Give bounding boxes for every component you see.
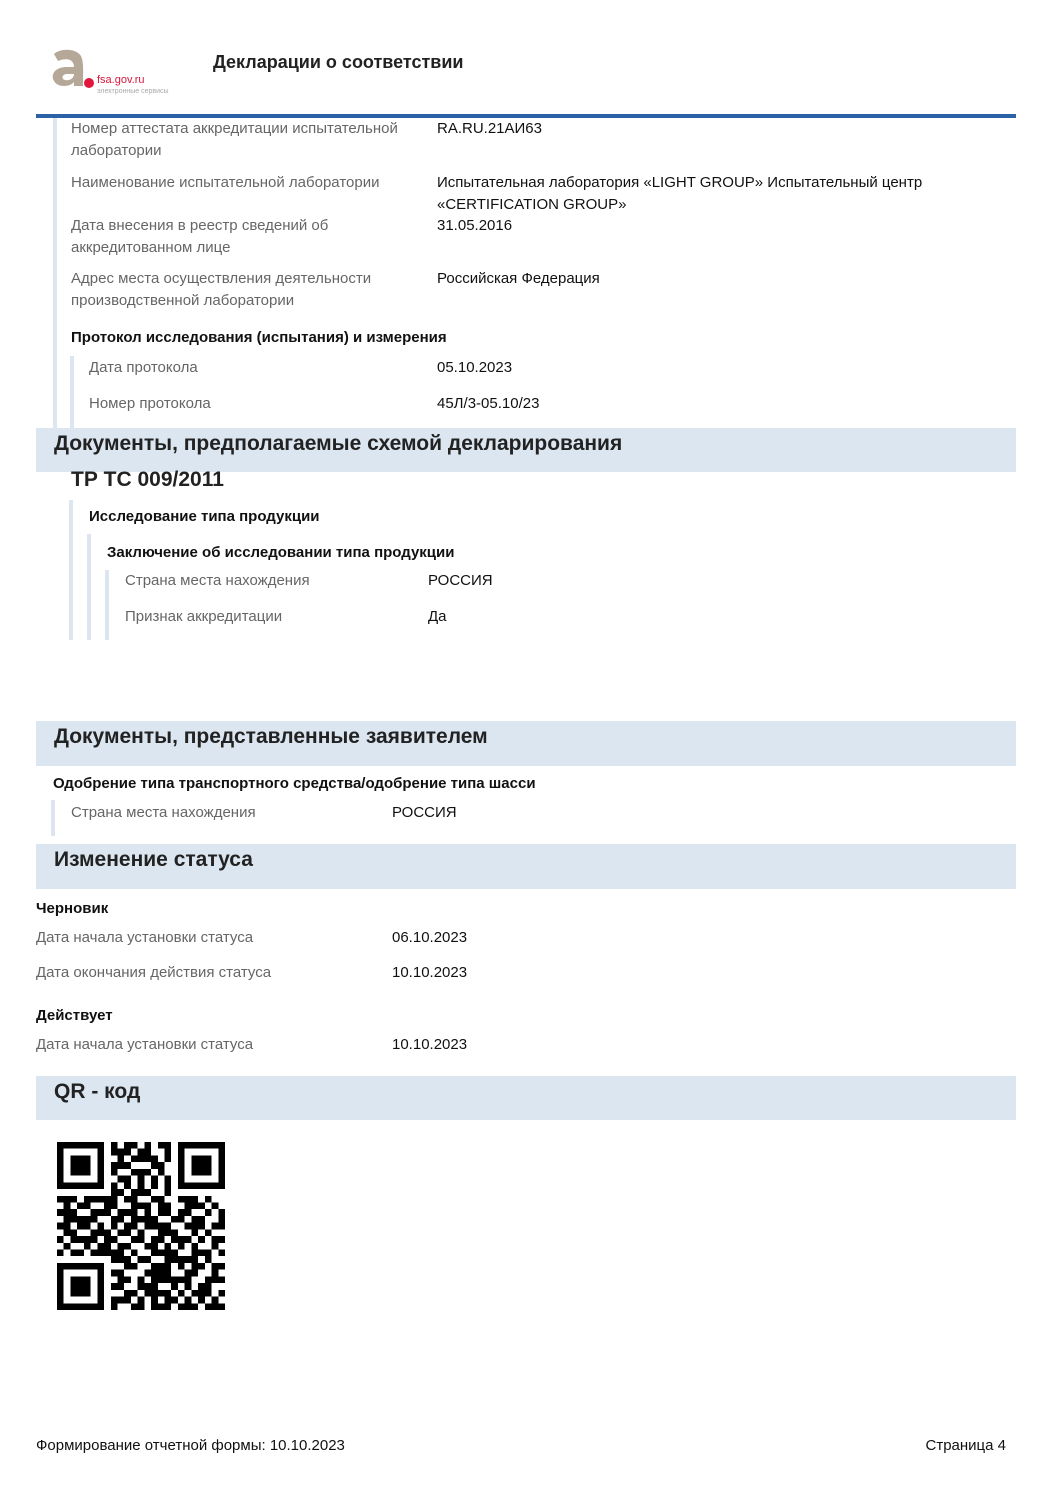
qr-code: [57, 1142, 225, 1310]
field-label: Признак аккредитации: [125, 608, 283, 625]
field-label: Страна места нахождения: [71, 804, 256, 821]
subheading: Исследование типа продукции: [89, 508, 320, 525]
section-title: QR - код: [54, 1080, 141, 1103]
field-label: Страна места нахождения: [125, 572, 310, 589]
applicant-border: [51, 800, 55, 836]
logo-domain: fsa.gov.ru: [97, 74, 145, 86]
field-value: Российская Федерация: [437, 270, 600, 287]
lab-info-border: [53, 118, 57, 428]
field-value: 45Л/3-05.10/23: [437, 395, 540, 412]
fsa-logo: [50, 48, 180, 96]
page-title: Декларации о соответствии: [213, 52, 464, 72]
field-value: Испытательная лаборатория «LIGHT GROUP» Испытательный центр «CERTIFICATION GROUP»: [437, 174, 923, 213]
regulation-title: ТР ТС 009/2011: [71, 468, 224, 491]
section-header-qr: [36, 1076, 1016, 1120]
field-value: 10.10.2023: [392, 964, 468, 981]
section-header-applicant-docs: [36, 721, 1016, 766]
section-header-scheme-docs: [36, 428, 1016, 472]
field-label: Дата внесения в реестр сведений об аккредитованном лице: [71, 217, 329, 256]
field-value: 10.10.2023: [392, 1036, 468, 1053]
page-number: Страница 4: [925, 1437, 1006, 1454]
field-label: Дата начала установки статуса: [36, 929, 254, 946]
field-value: РОССИЯ: [428, 572, 493, 589]
protocol-heading: Протокол исследования (испытания) и измерения: [71, 329, 447, 346]
field-value: 05.10.2023: [437, 359, 513, 376]
field-label: Наименование испытательной лаборатории: [71, 174, 380, 191]
logo-subtitle: электронные сервисы: [97, 88, 169, 95]
scheme-border-3: [105, 570, 109, 640]
report-generated-date: Формирование отчетной формы: 10.10.2023: [36, 1437, 345, 1454]
field-value: Да: [428, 608, 447, 625]
status-group-name: Черновик: [36, 900, 109, 917]
scheme-border-2: [87, 534, 91, 640]
field-value: RA.RU.21АИ63: [437, 120, 542, 137]
field-label: Дата окончания действия статуса: [36, 964, 272, 981]
field-value: 31.05.2016: [437, 217, 513, 234]
field-value: 06.10.2023: [392, 929, 468, 946]
fsa-logo-icon: [50, 48, 86, 88]
field-label: Адрес места осуществления деятельности производственной лаборатории: [71, 270, 372, 309]
section-title: Документы, представленные заявителем: [54, 725, 488, 748]
section-title: Изменение статуса: [54, 848, 253, 871]
field-label: Дата начала установки статуса: [36, 1036, 254, 1053]
status-group-name: Действует: [36, 1007, 113, 1024]
field-value: РОССИЯ: [392, 804, 457, 821]
protocol-border: [70, 356, 74, 428]
section-title: Документы, предполагаемые схемой декларирования: [54, 432, 623, 455]
field-label: Номер протокола: [89, 395, 211, 412]
field-label: Номер аттестата аккредитации испытательной лаборатории: [71, 120, 398, 159]
section-header-status-change: [36, 844, 1016, 889]
applicant-doc-heading: Одобрение типа транспортного средства/одобрение типа шасси: [53, 775, 536, 792]
scheme-border-1: [69, 500, 73, 640]
logo-red-dot: [84, 78, 94, 88]
subsubheading: Заключение об исследовании типа продукции: [107, 544, 455, 561]
field-label: Дата протокола: [89, 359, 198, 376]
page-header: [36, 40, 1016, 116]
